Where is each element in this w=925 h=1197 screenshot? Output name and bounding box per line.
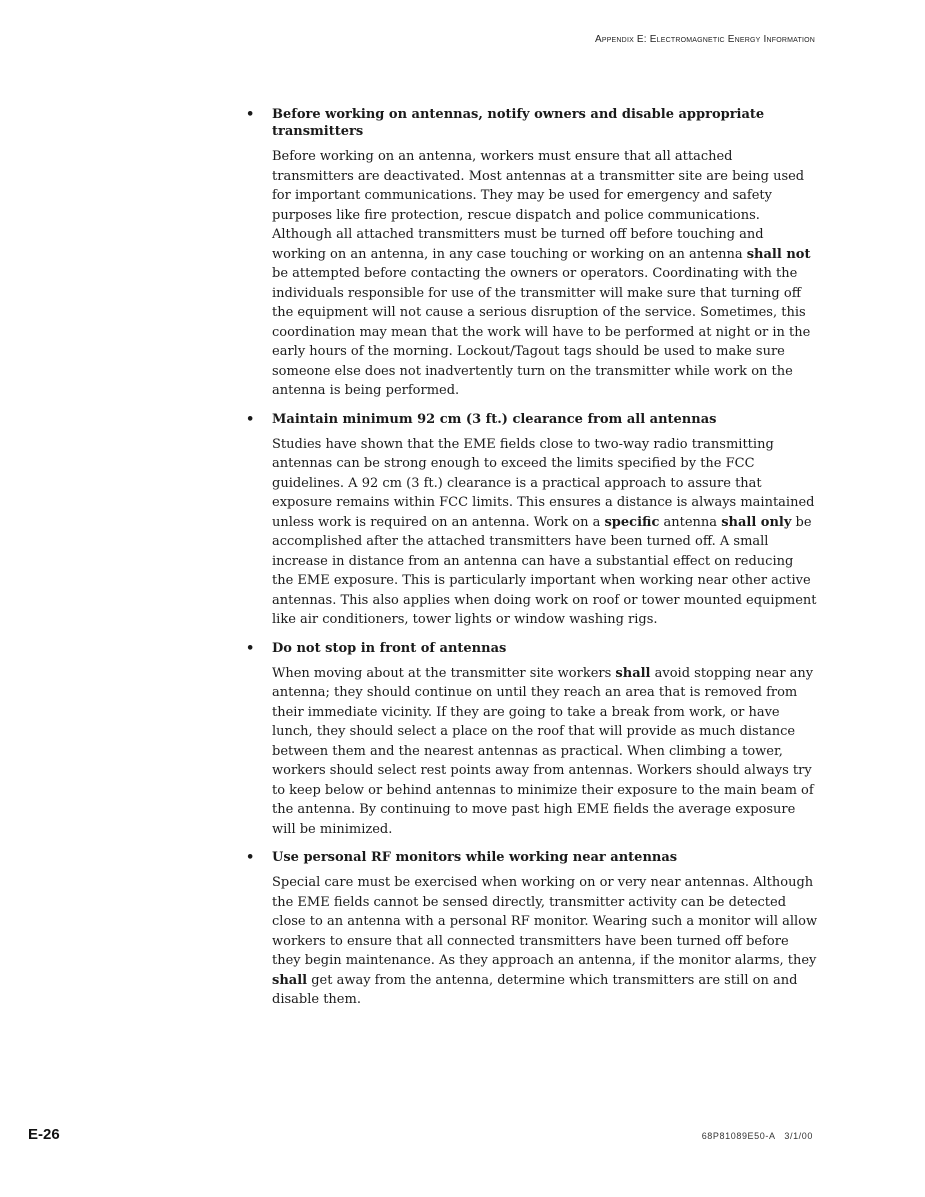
document-id: 68P81089E50-A 3/1/00 <box>701 1131 813 1141</box>
bullet-heading: • Use personal RF monitors while working near antennas <box>246 850 678 865</box>
running-header: Appendix E: Electromagnetic Energy Information <box>594 34 815 45</box>
bullet-dot-icon: • <box>246 107 255 122</box>
bullet-dot-icon: • <box>246 411 255 427</box>
bullet-item <box>246 640 818 840</box>
bullet-dot-icon: • <box>246 850 255 865</box>
bullet-paragraph: When moving about at the transmitter site workers shall avoid stopping near any antenna; they should continue on until they reach an area that is removed from their immediate vicinity. If they are going to take a break from work, or have lunch, they should select a place on the roof that will provide as much distance between them and the nearest antennas as practical. When climbing a tower, workers should select rest points away from antennas. Workers should always try to keep below or behind antennas to minimize their exposure to the main beam of the antenna. By continuing to move past high EME fields the average exposure will be minimized. <box>272 665 814 837</box>
bullet-paragraph: Before working on an antenna, workers must ensure that all attached transmitters are deactivated. Most antennas at a transmitter site are being used for important communications. They may be used for emergency and safety purposes like fire protection, rescue dispatch and police communications. Although all attached transmitters must be turned off before touching and working on an antenna, in any case touching or working on an antenna shall not be attempted before contacting the owners or operators. Coordinating with the individuals responsible for use of the transmitter will make sure that turning off the equipment will not cause a serious disruption of the service. Sometimes, this coordination may mean that the work will have to be performed at night or in the early hours of the morning. Lockout/Tagout tags should be used to make sure someone else does not inadvertently turn on the transmitter while work on the antenna is being performed. <box>272 149 811 398</box>
page-number: E-26 <box>28 1126 60 1143</box>
bullet-dot-icon: • <box>246 640 255 656</box>
bullet-heading: • Maintain minimum 92 cm (3 ft.) clearance from all antennas <box>246 411 717 427</box>
bullet-heading: • Do not stop in front of antennas <box>246 640 507 656</box>
bullet-item <box>246 411 818 630</box>
bullet-item <box>246 106 818 401</box>
bullet-heading: • Before working on antennas, notify owners and disable appropriate transmitters <box>246 107 765 139</box>
bullet-paragraph: Studies have shown that the EME fields close to two-way radio transmitting antennas can be strong enough to exceed the limits specified by the FCC guidelines. A 92 cm (3 ft.) clearance is a practical approach to assure that exposure remains within FCC limits. This ensures a distance is always maintained unless work is required on an antenna. Work on a specific antenna shall only be accomplished after the attached transmitters have been turned off. A small increase in distance from an antenna can have a substantial effect on reducing the EME exposure. This is particularly important when working near other active antennas. This also applies when doing work on roof or tower mounted equipment like air conditioners, tower lights or window washing rigs. <box>272 436 817 627</box>
bullet-item <box>246 849 818 1010</box>
bullet-paragraph: Special care must be exercised when working on or very near antennas. Although the EME fields cannot be sensed directly, transmitter activity can be detected close to an antenna with a personal RF monitor. Wearing such a monitor will allow workers to ensure that all connected transmitters have been turned off before they begin maintenance. As they approach an antenna, if the monitor alarms, they shall get away from the antenna, determine which transmitters are still on and disable them. <box>272 875 818 1007</box>
page-content <box>246 106 818 1020</box>
